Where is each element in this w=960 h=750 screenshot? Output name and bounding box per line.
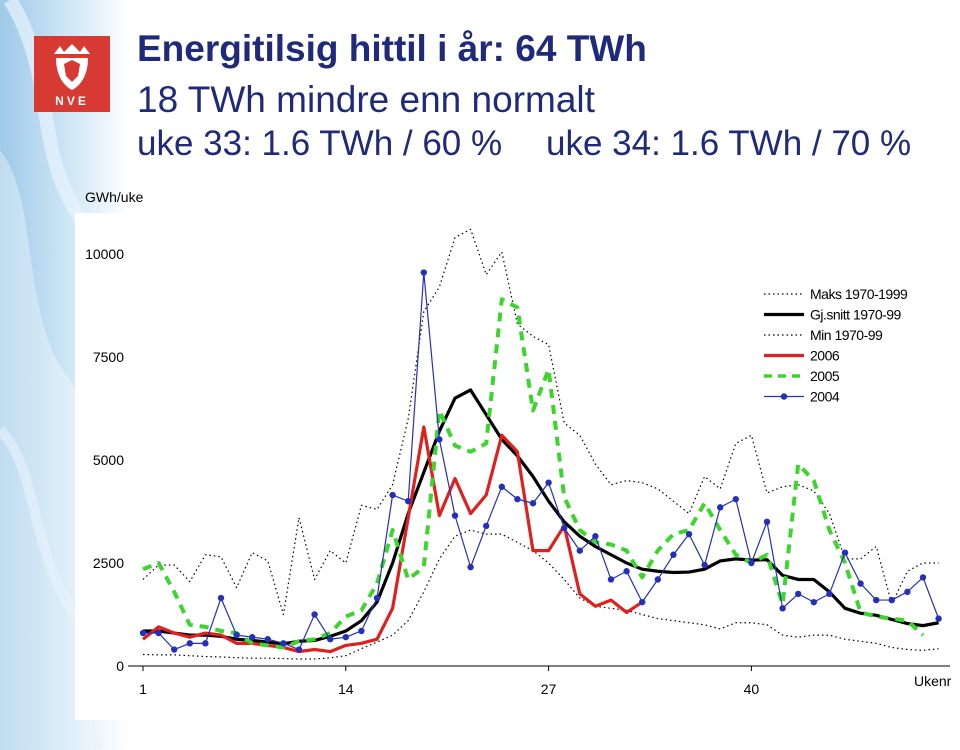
x-axis-label: Ukenr (914, 673, 952, 689)
data-point-2004 (374, 595, 380, 601)
data-point-2004 (701, 562, 707, 568)
data-point-2004 (842, 550, 848, 556)
data-point-2004 (358, 628, 364, 634)
week-33-summary: uke 33: 1.6 TWh / 60 % (137, 124, 503, 163)
week-34-summary: uke 34: 1.6 TWh / 70 % (546, 124, 912, 163)
data-point-2004 (202, 640, 208, 646)
data-point-2004 (389, 492, 395, 498)
data-point-2004 (155, 630, 161, 636)
legend-label: 2006 (810, 347, 840, 364)
legend-label: Maks 1970-1999 (810, 286, 908, 302)
page-title: Energitilsig hittil i år: 64 TWh (137, 28, 647, 69)
legend-label: Gj.snitt 1970-99 (810, 306, 901, 323)
data-point-2004 (530, 500, 536, 506)
data-point-2004 (514, 496, 520, 502)
y-tick-label: 5000 (92, 452, 124, 468)
data-point-2004 (733, 496, 739, 502)
data-point-2004 (265, 636, 271, 642)
data-point-2004 (655, 576, 661, 582)
data-point-2004 (779, 605, 785, 611)
data-point-2004 (826, 591, 832, 597)
data-point-2004 (889, 597, 895, 603)
data-point-2004 (140, 630, 146, 636)
data-point-2004 (670, 552, 676, 558)
legend-label: Min 1970-99 (810, 327, 883, 343)
data-point-2004 (904, 589, 910, 595)
x-tick-label: 14 (338, 681, 354, 697)
data-point-2004 (577, 547, 583, 553)
logo-text: NVE (55, 94, 89, 108)
data-point-2004 (686, 531, 692, 537)
data-point-2004 (935, 615, 941, 621)
data-point-2004 (748, 560, 754, 566)
y-tick-label: 0 (116, 658, 124, 674)
x-tick-label: 27 (540, 681, 557, 697)
data-point-2004 (795, 591, 801, 597)
data-point-2004 (717, 504, 723, 510)
data-point-2004 (608, 576, 614, 582)
data-point-2004 (233, 632, 239, 638)
data-point-2004 (187, 640, 193, 646)
data-point-2004 (343, 634, 349, 640)
data-point-2004 (311, 611, 317, 617)
data-point-2004 (405, 498, 411, 504)
data-point-2004 (764, 519, 770, 525)
data-point-2004 (218, 595, 224, 601)
data-point-2004 (467, 564, 473, 570)
data-point-2004 (639, 599, 645, 605)
data-point-2004 (545, 479, 551, 485)
y-tick-label: 10000 (85, 246, 124, 262)
x-tick-label: 1 (139, 681, 147, 697)
data-point-2004 (421, 269, 427, 275)
data-point-2004 (811, 599, 817, 605)
data-point-2004 (873, 597, 879, 603)
x-tick-label: 40 (743, 681, 760, 697)
y-axis-label: GWh/uke (85, 189, 144, 205)
legend-marker (781, 393, 787, 399)
data-point-2004 (920, 574, 926, 580)
page-subtitle: 18 TWh mindre enn normalt (137, 79, 595, 120)
data-point-2004 (499, 484, 505, 490)
data-point-2004 (296, 646, 302, 652)
y-tick-label: 7500 (92, 349, 124, 365)
data-point-2004 (452, 512, 458, 518)
data-point-2004 (436, 436, 442, 442)
y-tick-label: 2500 (92, 555, 124, 571)
data-point-2004 (561, 525, 567, 531)
data-point-2004 (483, 523, 489, 529)
legend-label: 2005 (810, 368, 840, 384)
data-point-2004 (171, 646, 177, 652)
legend-background (758, 284, 943, 408)
data-point-2004 (623, 568, 629, 574)
data-point-2004 (249, 634, 255, 640)
data-point-2004 (327, 636, 333, 642)
chart-legend (758, 284, 943, 408)
data-point-2004 (280, 640, 286, 646)
data-point-2004 (592, 533, 598, 539)
legend-label: 2004 (810, 388, 840, 405)
data-point-2004 (857, 580, 863, 586)
